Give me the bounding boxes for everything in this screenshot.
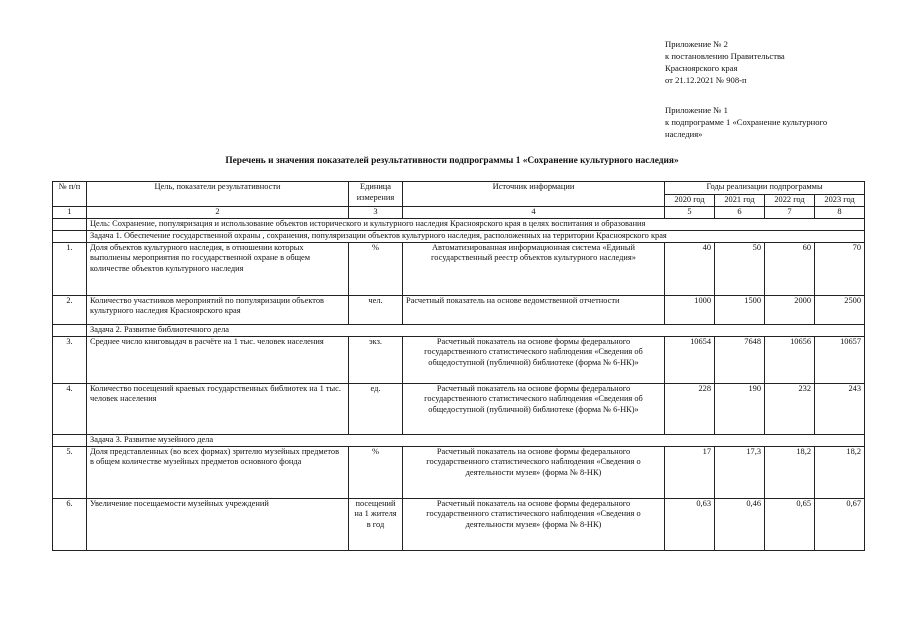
row-unit: %: [349, 446, 403, 498]
row-unit: чел.: [349, 295, 403, 324]
empty-cell: [53, 218, 87, 230]
row-indicator: Количество посещений краевых государственных библиотек на 1 тыс. человек населения: [87, 383, 349, 434]
row-source: Расчетный показатель на основе формы федерального государственного статистического наблюдения «Сведения о деятельности музея» (форма № 8-НК): [403, 446, 665, 498]
row-value: 1500: [715, 295, 765, 324]
row-indicator: Среднее число книговыдач в расчёте на 1 тыс. человек населения: [87, 336, 349, 383]
appendix-line: к постановлению Правительства: [665, 51, 785, 61]
row-value: 228: [665, 383, 715, 434]
indicators-table: [52, 181, 865, 551]
column-number: 7: [765, 207, 815, 219]
row-num: 6.: [53, 498, 87, 550]
column-number: 8: [815, 207, 865, 219]
row-value: 17: [665, 446, 715, 498]
column-number: 4: [403, 207, 665, 219]
row-value: 0,65: [765, 498, 815, 550]
table-row: [53, 336, 865, 383]
row-value: 10657: [815, 336, 865, 383]
row-value: 243: [815, 383, 865, 434]
column-number: 1: [53, 207, 87, 219]
row-unit: ед.: [349, 383, 403, 434]
header-year: 2020 год: [665, 195, 715, 207]
row-source: Автоматизированная информационная система «Единый государственный реестр объектов культурного наследия»: [403, 242, 665, 295]
row-value: 0,46: [715, 498, 765, 550]
header-goal: Цель, показатели результативности: [87, 182, 349, 207]
appendix-line: от 21.12.2021 № 908-п: [665, 75, 747, 85]
row-value: 40: [665, 242, 715, 295]
appendix-main-note: [665, 38, 785, 86]
row-value: 2000: [765, 295, 815, 324]
row-num: 4.: [53, 383, 87, 434]
header-year: 2021 год: [715, 195, 765, 207]
empty-cell: [53, 230, 87, 242]
table-row: [53, 383, 865, 434]
header-source: Источник информации: [403, 182, 665, 207]
header-unit: Единица измерения: [349, 182, 403, 207]
column-number: 2: [87, 207, 349, 219]
table-row: [53, 498, 865, 550]
row-value: 70: [815, 242, 865, 295]
empty-cell: [53, 324, 87, 336]
row-value: 0,63: [665, 498, 715, 550]
row-value: 18,2: [815, 446, 865, 498]
header-years-group: Годы реализации подпрограммы: [665, 182, 865, 195]
column-number: 6: [715, 207, 765, 219]
row-indicator: Увеличение посещаемости музейных учреждений: [87, 498, 349, 550]
header-year: 2022 год: [765, 195, 815, 207]
row-source: Расчетный показатель на основе ведомственной отчетности: [403, 295, 665, 324]
row-value: 1000: [665, 295, 715, 324]
goal-row: Цель: Сохранение, популяризация и использование объектов исторического и культурного наследия Красноярского края в целях воспитания и образования: [87, 218, 865, 230]
row-value: 18,2: [765, 446, 815, 498]
column-number: 5: [665, 207, 715, 219]
row-num: 5.: [53, 446, 87, 498]
row-value: 10656: [765, 336, 815, 383]
task-row: Задача 1. Обеспечение государственной охраны , сохранения, популяризации объектов культурного наследия, расположенных на территории Красноярского края: [87, 230, 865, 242]
row-value: 50: [715, 242, 765, 295]
row-value: 60: [765, 242, 815, 295]
appendix-line: к подпрограмме 1 «Сохранение культурного: [665, 117, 828, 127]
empty-cell: [53, 434, 87, 446]
header-num: № п/п: [53, 182, 87, 207]
row-value: 0,67: [815, 498, 865, 550]
row-value: 232: [765, 383, 815, 434]
row-indicator: Доля представленных (во всех формах) зрителю музейных предметов в общем количестве музейных предметов основного фонда: [87, 446, 349, 498]
row-value: 190: [715, 383, 765, 434]
table-row: [53, 446, 865, 498]
row-value: 10654: [665, 336, 715, 383]
table-row: [53, 242, 865, 295]
appendix-line: Приложение № 1: [665, 105, 728, 115]
table-row: [53, 295, 865, 324]
row-unit: %: [349, 242, 403, 295]
row-indicator: Количество участников мероприятий по популяризации объектов культурного наследия Красноярского края: [87, 295, 349, 324]
row-value: 2500: [815, 295, 865, 324]
row-num: 2.: [53, 295, 87, 324]
appendix-sub-note: [665, 104, 827, 140]
row-unit: посещений на 1 жителя в год: [349, 498, 403, 550]
appendix-line: наследия»: [665, 129, 703, 139]
task-row: Задача 3. Развитие музейного дела: [87, 434, 865, 446]
row-source: Расчетный показатель на основе формы федерального государственного статистического наблюдения «Сведения о деятельности музея» (форма № 8-НК): [403, 498, 665, 550]
row-source: Расчетный показатель на основе формы федерального государственного статистического наблюдения «Сведения об общедоступной (публичной) библиотеке (форма № 6-НК)»: [403, 336, 665, 383]
appendix-line: Приложение № 2: [665, 39, 728, 49]
appendix-line: Красноярского края: [665, 63, 738, 73]
row-unit: экз.: [349, 336, 403, 383]
row-value: 7648: [715, 336, 765, 383]
column-number: 3: [349, 207, 403, 219]
row-num: 1.: [53, 242, 87, 295]
row-value: 17,3: [715, 446, 765, 498]
row-source: Расчетный показатель на основе формы федерального государственного статистического наблюдения «Сведения об общедоступной (публичной) библиотеке (форма № 6-НК)»: [403, 383, 665, 434]
task-row: Задача 2. Развитие библиотечного дела: [87, 324, 865, 336]
row-indicator: Доля объектов культурного наследия, в отношении которых выполнены мероприятия по государственной охране в общем количестве объектов культурного наследия: [87, 242, 349, 295]
header-year: 2023 год: [815, 195, 865, 207]
row-num: 3.: [53, 336, 87, 383]
document-title: Перечень и значения показателей результативности подпрограммы 1 «Сохранение культурного наследия»: [225, 156, 679, 166]
